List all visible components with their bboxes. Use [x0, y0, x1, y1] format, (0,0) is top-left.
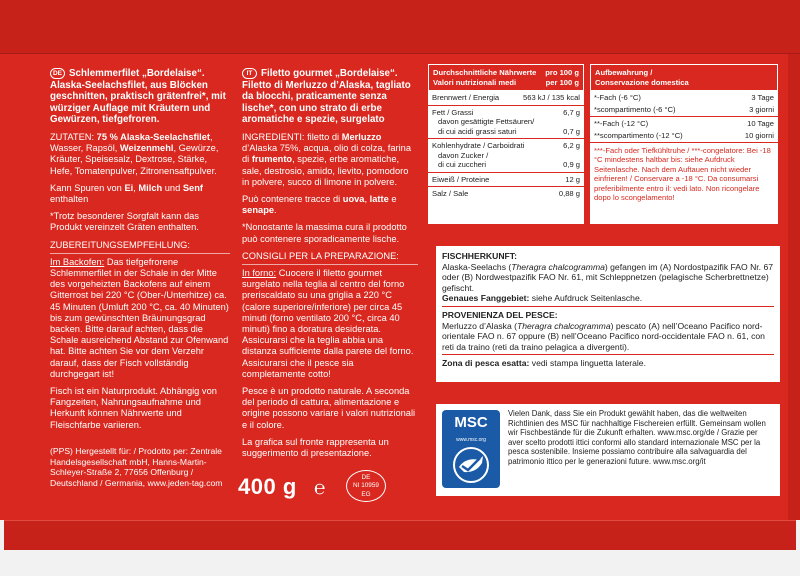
nutrition-row-sat-fat-it: di cui acidi grassi saturi 0,7 g	[428, 127, 584, 140]
nutrition-row-energy: Brennwert / Energia 563 kJ / 135 kcal	[428, 91, 584, 106]
nutrition-row-salt: Salz / Sale 0,88 g	[432, 189, 580, 198]
german-title: DE Schlemmerfilet „Bordelaise“. Alaska-Seelachsfilet, aus Blöcken geschnitten, praktisch grätenfrei*, mit würziger Auflage mit Kräutern und Gewürzen, tiefgefroren.	[50, 68, 226, 126]
divider	[442, 354, 774, 355]
storage-row: *-Fach (-6 °C) 3 Tage	[594, 93, 774, 102]
msc-logo: MSC www.msc.org	[442, 410, 500, 488]
nutrition-row-sugar-it: di cui zuccheri 0,9 g	[428, 160, 584, 173]
german-natural-note: Fisch ist ein Naturprodukt. Abhängig von Fangzeiten, Nahrungsaufnahme und Herkunft können Nährwerte und Fleischfarbe variieren.	[50, 386, 217, 430]
storage-row: **-Fach (-12 °C) 10 Tage	[594, 119, 774, 128]
divider	[242, 264, 418, 265]
fish-area-it: Zona di pesca esatta: vedi stampa linguetta laterale.	[442, 358, 646, 369]
divider	[442, 306, 774, 307]
german-bone-note: *Trotz besonderer Sorgfalt kann das Produkt vereinzelt Gräten enthalten.	[50, 211, 200, 233]
right-flap	[788, 54, 800, 520]
italian-traces: Può contenere tracce di uova, latte e senape.	[242, 193, 397, 216]
divider	[50, 253, 230, 254]
top-flap	[0, 0, 800, 54]
nutrition-header: Durchschnittliche Nährwerte pro 100 g Valori nutrizionali medi per 100 g	[428, 64, 584, 91]
fish-check-icon	[452, 446, 490, 484]
lang-badge-de: DE	[50, 68, 65, 79]
nutrition-row-sugar-de: davon Zucker /	[438, 150, 489, 160]
italian-natural-note: Pesce è un prodotto naturale. A seconda del periodo di cattura, alimentazione e origine possono variare i valori nutrizionali e il colore.	[242, 386, 416, 430]
italian-ingredients: INGREDIENTI: filetto di Merluzzo d’Alaska 75%, acqua, olio di colza, farina di frumento, spezie, erbe aromatiche, sale, destrosio, amido, lievito, pomodoro in polvere, succo di limone in polvere.	[242, 131, 411, 187]
e-mark-icon: ℮	[314, 478, 326, 499]
msc-box	[436, 404, 780, 496]
italian-prep: CONSIGLI PER LA PREPARAZIONE:	[242, 250, 399, 261]
fish-origin-title-it: PROVENIENZA DEL PESCE:	[442, 309, 558, 320]
german-prep: ZUBEREITUNGSEMPFEHLUNG:	[50, 239, 190, 250]
italian-column	[242, 68, 418, 465]
italian-bone-note: *Nonostante la massima cura il prodotto può contenere sporadicamente lische.	[242, 222, 407, 244]
fish-origin-title-de: FISCHHERKUNFT:	[442, 251, 517, 261]
german-column	[50, 68, 230, 437]
italian-title: IT Filetto gourmet „Bordelaise“. Filetto di Merluzzo d’Alaska, tagliato da blocchi, praticamente senza lische*, con uno strato di erbe aromatiche e spezie, surgelato	[242, 68, 411, 126]
fish-origin-text-it: Merluzzo d’Alaska (Theragra chalcogramma) pescato (A) nell’Oceano Pacifico nord-orientale FAO n. 67 oppure (B) nell’Oceano Pacifico nord-occidentale FAO n. 61, con reti da traino (reti da traino pelagica a divergenti).	[442, 320, 765, 352]
fish-area-de: Genaues Fanggebiet: siehe Aufdruck Seitenlasche.	[442, 293, 643, 304]
storage-row: *scompartimento (-6 °C) 3 giorni	[590, 103, 778, 118]
nutrition-row-protein: Eiweiß / Proteine 12 g	[428, 173, 584, 188]
nutrition-row-fat: Fett / Grassi 6,7 g	[432, 107, 580, 117]
nutrition-row-sat-fat-de: davon gesättigte Fettsäuren/	[438, 117, 535, 126]
german-ingredients: ZUTATEN: 75 % Alaska-Seelachsfilet, Wasser, Rapsöl, Weizenmehl, Gewürze, Kräuter, Speisesalz, Dextrose, Stärke, Hefe, Tomatenpulver, Zitronensaftpulver.	[50, 131, 219, 176]
storage-row: **scompartimento (-12 °C) 10 giorni	[590, 129, 778, 144]
manufacturer-address: (PPS) Hergestellt für: / Prodotto per: Zentrale Handelsgesellschaft mbH, Hanns-Martin-Schleyer-Straße 2, 77656 Offenburg / Deutschland / Germania, www.jeden-tag.com	[50, 446, 223, 488]
health-mark-oval: DE NI 10959 EG	[346, 470, 386, 502]
storage-header: Aufbewahrung / Conservazione domestica	[590, 64, 778, 91]
nutrition-table	[428, 64, 584, 224]
german-prep-text: Im Backofen: Das tiefgefrorene Schlemmerfilet in der Schale in der Mitte des vorgeheizten Backofens auf einem Gitterrost bei 220 °C (Ober-/Unterhitze) ca. 45 Minuten (Umluft 200 °C, ca. 40 Minuten) bis zum gewünschten Bräunungsgrad backen. Bitte darauf achten, dass die Schale ausreichend Abstand zur Ofenwand hat. Bitte achten Sie vor dem Verzehr darauf, dass der Fisch vollständig durchgegart ist!	[50, 256, 229, 379]
bottom-flap	[4, 520, 796, 550]
storage-table	[590, 64, 778, 224]
net-weight: 400 g	[238, 474, 297, 499]
storage-note: ***-Fach oder Tiefkühltruhe / ***-congelatore: Bei -18 °C mindestens haltbar bis: siehe Aufdruck Seitenlasche. Nach dem Auftauen nicht wieder einfrieren! / Conservare a -18 °C. Da consumarsi preferibilmente entro il: vedi lato. Non ricongelare dopo lo scongelamento!	[594, 146, 771, 203]
nutrition-row-carbs: Kohlenhydrate / Carboidrati 6,2 g	[432, 141, 580, 150]
fish-origin-text-de: Alaska-Seelachs (Theragra chalcogramma) gefangen im (A) Nordostpazifik FAO Nr. 67 oder (B) Nordwestpazifik FAO Nr. 61, mit Schleppnetzen (pelagische Scherbrettnetze) gefischt.	[442, 261, 774, 293]
german-traces: Kann Spuren von Ei, Milch und Senf enthalten	[50, 182, 204, 204]
msc-text: Vielen Dank, dass Sie ein Produkt gewählt haben, das die weltweiten Richtlinien des MSC für nachhaltige Fischereien erfüllt. Gemeinsam wollen wir Fischbestände für die Zukunft erhalten. www.msc.org/de / Grazie per aver scelto prodotti ittici conformi allo standard internazionale MSC per la pesca sostenibile. Insieme possiamo contribuire alla salvaguardia del patrimonio ittico per le generazioni future. www.msc.org/it	[508, 409, 766, 466]
lang-badge-it: IT	[242, 68, 257, 79]
italian-serving-note: La grafica sul fronte rappresenta un suggerimento di presentazione.	[242, 436, 389, 459]
italian-prep-text: In forno: Cuocere il filetto gourmet surgelato nella teglia al centro del forno preriscaldato su una griglia a 220 °C (calore superiore/inferiore) per circa 45 minuti (forno ventilato 200 °C, circa 40 minuti) fino a doratura desiderata. Assicurarsi che la teglia abbia una distanza sufficiente dalla parete del forno. Assicurarsi che il pesce sia completamente cotto!	[242, 268, 414, 379]
fish-origin-box	[436, 246, 780, 382]
